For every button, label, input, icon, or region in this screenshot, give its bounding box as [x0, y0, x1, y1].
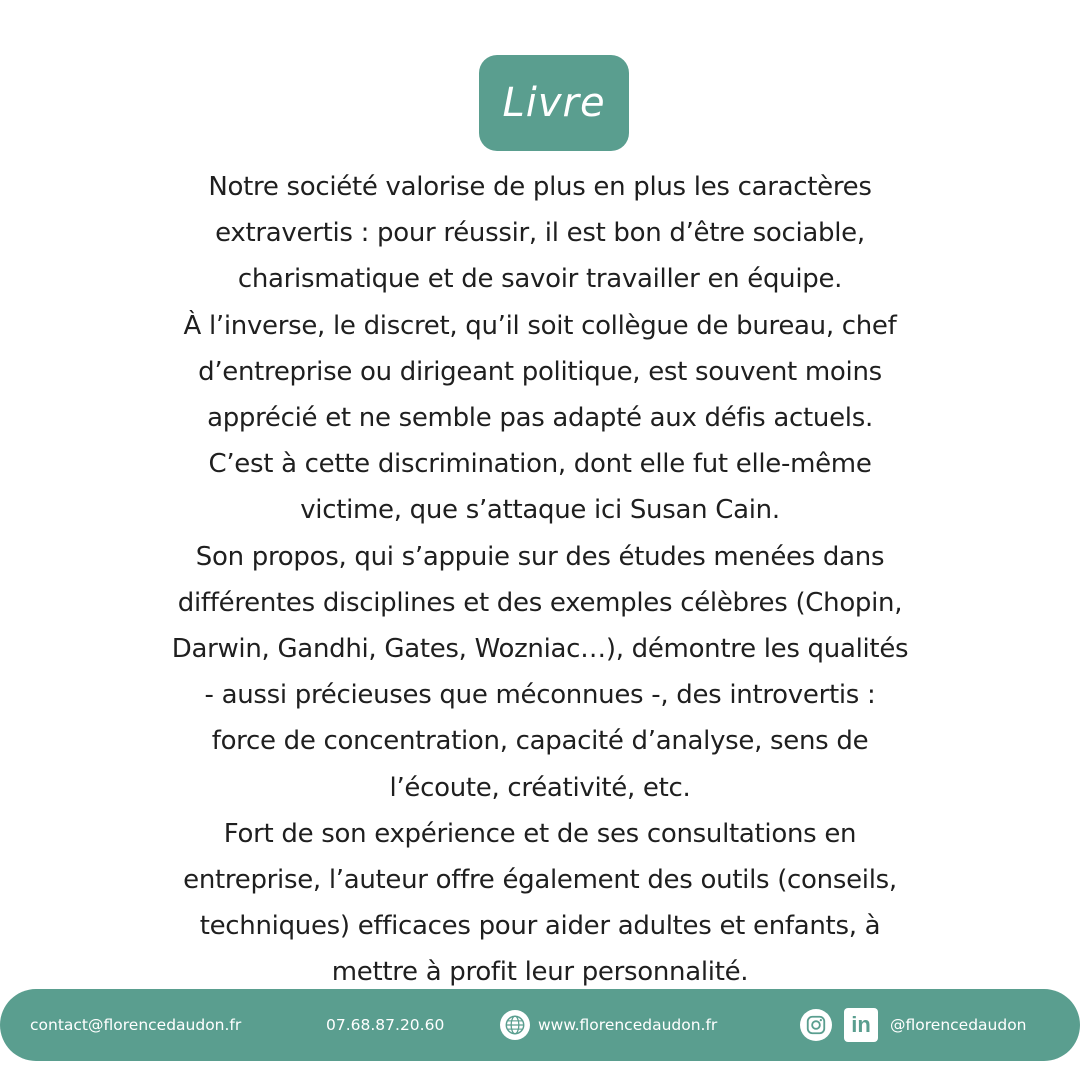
description-line: apprécié et ne semble pas adapté aux défis actuels.	[207, 403, 873, 434]
description-line: Darwin, Gandhi, Gates, Wozniac…), démontre les qualités	[171, 634, 909, 665]
contact-footer	[0, 989, 1080, 1061]
website-text: www.florencedaudon.fr	[538, 1016, 718, 1034]
description-line: techniques) efficaces pour aider adultes et enfants, à	[199, 911, 881, 942]
description-line: Fort de son expérience et de ses consultations en	[223, 818, 857, 849]
email-link[interactable]: contact@florencedaudon.fr	[30, 1016, 242, 1034]
description-line: extravertis : pour réussir, il est bon d’être sociable,	[215, 218, 865, 249]
description-line: Notre société valorise de plus en plus les caractères	[208, 172, 872, 202]
book-description	[90, 164, 990, 996]
description-line: - aussi précieuses que méconnues -, des introvertis :	[204, 680, 876, 711]
description-line: C’est à cette discrimination, dont elle fut elle-même	[208, 449, 872, 480]
instagram-icon[interactable]	[800, 1009, 832, 1041]
social-links	[800, 989, 1027, 1061]
description-line: victime, que s’attaque ici Susan Cain.	[300, 495, 780, 526]
description-line: différentes disciplines et des exemples célèbres (Chopin,	[177, 587, 903, 618]
description-line: Son propos, qui s’appuie sur des études menées dans	[195, 541, 885, 572]
description-line: l’écoute, créativité, etc.	[389, 772, 691, 803]
description-line: d’entreprise ou dirigeant politique, est souvent moins	[198, 356, 882, 387]
phone-link[interactable]: 07.68.87.20.60	[326, 1016, 445, 1034]
linkedin-icon[interactable]: in	[844, 1008, 878, 1042]
description-line: force de concentration, capacité d’analyse, sens de	[211, 726, 869, 757]
description-line: entreprise, l’auteur offre également des outils (conseils,	[183, 865, 897, 896]
page-title: Livre	[502, 80, 606, 126]
description-line: charismatique et de savoir travailler en équipe.	[237, 264, 843, 295]
globe-icon	[500, 1010, 530, 1040]
title-badge	[479, 55, 629, 151]
website-link[interactable]	[500, 989, 717, 1061]
description-line: À l’inverse, le discret, qu’il soit collègue de bureau, chef	[183, 310, 897, 341]
description-line: mettre à profit leur personnalité.	[331, 957, 749, 988]
social-handle[interactable]: @florencedaudon	[890, 1016, 1027, 1034]
